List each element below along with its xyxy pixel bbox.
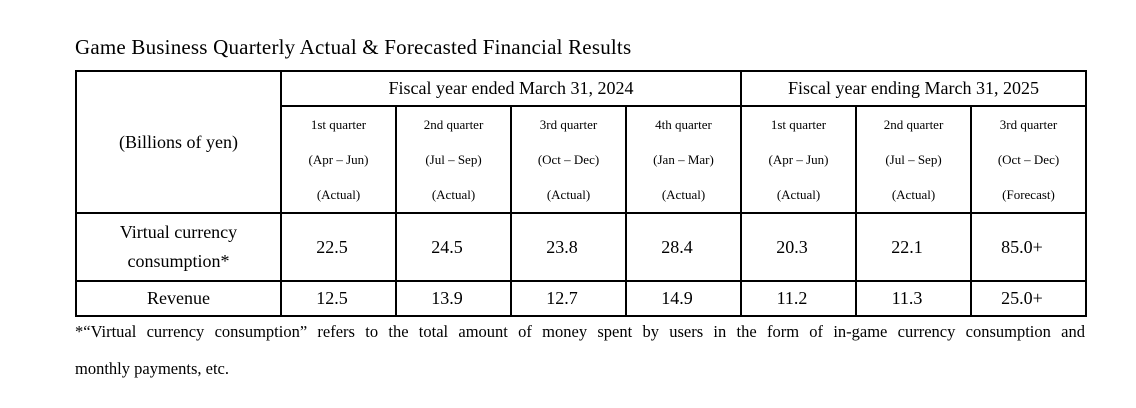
value-vcc-fy25-q1: 20.3 bbox=[741, 213, 856, 281]
value-rev-fy24-q4: 14.9 bbox=[626, 281, 741, 316]
quarter-header-fy25-q1 bbox=[741, 106, 856, 213]
row-label-line: consumption* bbox=[127, 251, 230, 271]
quarter-period: (Apr – Jun) bbox=[308, 151, 369, 167]
value-vcc-fy25-q3: 85.0+ bbox=[971, 213, 1086, 281]
quarter-header-fy25-q3 bbox=[971, 106, 1086, 213]
quarter-status: (Actual) bbox=[891, 186, 936, 202]
quarter-status: (Actual) bbox=[316, 186, 361, 202]
table-row-revenue bbox=[76, 281, 1086, 316]
footnote-line-2: monthly payments, etc. bbox=[75, 359, 229, 378]
financial-results-table bbox=[75, 70, 1087, 317]
quarter-status: (Actual) bbox=[661, 186, 706, 202]
value-rev-fy24-q3: 12.7 bbox=[511, 281, 626, 316]
quarter-name: 3rd quarter bbox=[539, 116, 598, 132]
page-title: Game Business Quarterly Actual & Forecasted Financial Results bbox=[75, 35, 632, 59]
quarter-period: (Oct – Dec) bbox=[997, 151, 1060, 167]
quarter-status: (Actual) bbox=[431, 186, 476, 202]
value-vcc-fy24-q4: 28.4 bbox=[626, 213, 741, 281]
quarter-period: (Jul – Sep) bbox=[885, 151, 942, 167]
quarter-period: (Apr – Jun) bbox=[768, 151, 829, 167]
fiscal-year-2024-header: Fiscal year ended March 31, 2024 bbox=[281, 71, 741, 106]
quarter-period: (Jul – Sep) bbox=[425, 151, 482, 167]
row-label-virtual-currency bbox=[76, 213, 281, 281]
quarter-name: 2nd quarter bbox=[423, 116, 484, 132]
value-rev-fy25-q2: 11.3 bbox=[856, 281, 971, 316]
value-vcc-fy25-q2: 22.1 bbox=[856, 213, 971, 281]
value-rev-fy24-q2: 13.9 bbox=[396, 281, 511, 316]
quarter-name: 1st quarter bbox=[770, 116, 827, 132]
quarter-period: (Oct – Dec) bbox=[537, 151, 600, 167]
fiscal-year-2025-header: Fiscal year ending March 31, 2025 bbox=[741, 71, 1086, 106]
value-vcc-fy24-q3: 23.8 bbox=[511, 213, 626, 281]
value-vcc-fy24-q2: 24.5 bbox=[396, 213, 511, 281]
unit-label-cell: (Billions of yen) bbox=[76, 71, 281, 213]
value-rev-fy25-q1: 11.2 bbox=[741, 281, 856, 316]
quarter-header-fy24-q2 bbox=[396, 106, 511, 213]
footnote-line-1: *“Virtual currency consumption” refers to the total amount of money spent by users in the form of in-game currency consumption and bbox=[75, 322, 1085, 341]
quarter-name: 1st quarter bbox=[310, 116, 367, 132]
table-row-virtual-currency bbox=[76, 213, 1086, 281]
quarter-header-fy24-q3 bbox=[511, 106, 626, 213]
value-vcc-fy24-q1: 22.5 bbox=[281, 213, 396, 281]
quarter-period: (Jan – Mar) bbox=[653, 151, 714, 167]
row-label-line: Virtual currency bbox=[119, 222, 238, 242]
quarter-status: (Actual) bbox=[546, 186, 591, 202]
quarter-status: (Actual) bbox=[776, 186, 821, 202]
fiscal-year-header-row bbox=[76, 71, 1086, 106]
quarter-header-fy24-q1 bbox=[281, 106, 396, 213]
row-label-revenue: Revenue bbox=[76, 281, 281, 316]
value-rev-fy24-q1: 12.5 bbox=[281, 281, 396, 316]
quarter-status: (Forecast) bbox=[1002, 186, 1055, 202]
quarter-header-fy25-q2 bbox=[856, 106, 971, 213]
quarter-header-fy24-q4 bbox=[626, 106, 741, 213]
value-rev-fy25-q3: 25.0+ bbox=[971, 281, 1086, 316]
quarter-name: 2nd quarter bbox=[883, 116, 944, 132]
footnote bbox=[75, 320, 1085, 381]
quarter-name: 3rd quarter bbox=[999, 116, 1058, 132]
quarter-name: 4th quarter bbox=[655, 116, 712, 132]
